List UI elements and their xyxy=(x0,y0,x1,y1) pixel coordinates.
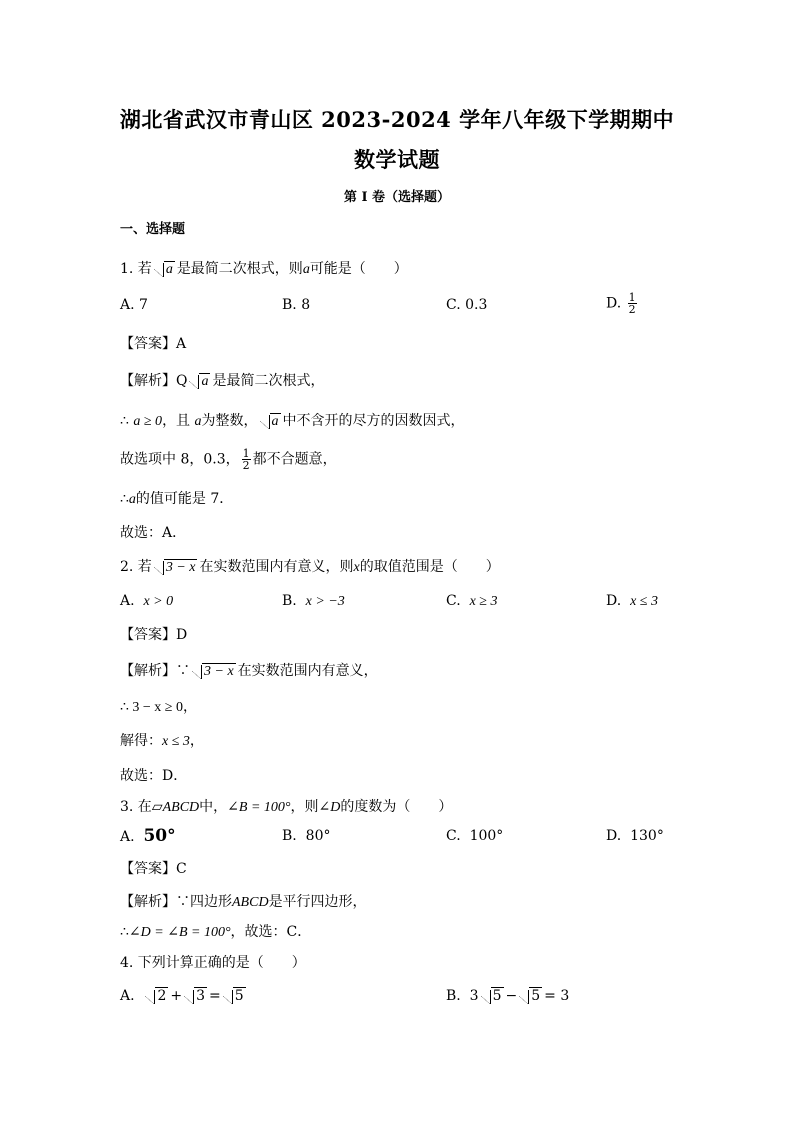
q1-option-a: A. 7 xyxy=(120,297,148,313)
q3-mid: 中， xyxy=(199,799,228,815)
exam-title-line1: 湖北省武汉市青山区 2023-2024 学年八年级下学期期中 xyxy=(119,107,675,132)
q1-an-l3-post: 都不合题意， xyxy=(252,451,337,468)
fraction xyxy=(628,292,637,315)
q3-opt-c-label: C. xyxy=(446,828,461,844)
q4-a-r2: 3 xyxy=(196,988,206,1004)
q1-option-d xyxy=(606,292,639,315)
question-3-stem xyxy=(120,796,452,816)
q1-var: a xyxy=(302,262,310,277)
q3-name: ABCD xyxy=(162,800,200,815)
q3-an-l2-expr: ∠D = ∠B = 100° xyxy=(128,925,231,940)
q2-an-l3-expr: x ≤ 3 xyxy=(162,734,190,749)
q2-analysis-line1 xyxy=(120,660,378,680)
q1-an-l2-d: a xyxy=(194,414,202,429)
q3-opt-b-expr: 80° xyxy=(305,828,331,844)
therefore-symbol: ∴ xyxy=(120,413,129,429)
q1-an-l4-var: a xyxy=(128,492,136,507)
q1-radicand: a xyxy=(165,262,173,277)
q4-opt-a-label: A. xyxy=(120,988,135,1004)
q2-option-a xyxy=(120,593,173,610)
sqrt-symbol xyxy=(189,373,210,390)
fraction-numerator: 1 xyxy=(628,291,636,304)
q2-analysis-line3 xyxy=(120,730,204,750)
q3-opt-c-expr: 100° xyxy=(469,828,504,844)
sqrt-symbol xyxy=(481,988,504,1004)
therefore-symbol: ∴ xyxy=(120,491,129,507)
q4-opt-b-label: B. xyxy=(446,988,461,1004)
q2-option-c xyxy=(446,593,497,610)
therefore-symbol: ∴ xyxy=(120,924,129,940)
q3-analysis-line2 xyxy=(120,921,311,941)
q4-option-b xyxy=(446,988,569,1004)
q3-opt-a-expr: 50° xyxy=(143,826,176,846)
q3-option-a xyxy=(120,826,176,846)
q3-pre: 3. 在 xyxy=(120,799,152,815)
q3-post: 的度数为（ ） xyxy=(340,799,453,815)
q2-an-l3-pre: 解得： xyxy=(120,733,162,749)
q1-an-l3-pre: 故选项中 8，0.3， xyxy=(120,451,240,468)
q1-analysis-line3 xyxy=(120,448,337,471)
fraction-denominator: 2 xyxy=(628,303,636,316)
fraction-numerator: 1 xyxy=(242,447,250,460)
q1-an-l2-e: 为整数， xyxy=(201,413,258,429)
q4-option-a xyxy=(120,988,248,1004)
q4-b-coef: 3 xyxy=(469,988,479,1004)
q4-a-r3: 5 xyxy=(234,988,244,1004)
exam-title-line2: 数学试题 xyxy=(354,147,440,172)
q2-an-l3-post: ， xyxy=(189,733,204,749)
q2-mid: 在实数范围内有意义，则 xyxy=(199,559,354,575)
q3-an-l2-post: ，故选：C． xyxy=(230,924,312,940)
q2-option-d xyxy=(606,593,658,610)
q3-answer: 【答案】C xyxy=(120,861,187,877)
fraction-denominator: 2 xyxy=(242,459,250,472)
q4-a-r1: 2 xyxy=(157,988,167,1004)
q1-option-c: C. 0.3 xyxy=(446,297,488,313)
q1-analysis-line1 xyxy=(120,370,324,390)
q1-mid: 是最简二次根式，则 xyxy=(176,261,303,277)
q3-mid2: ，则 xyxy=(290,799,319,815)
q1-analysis-line4 xyxy=(120,488,233,508)
q2-option-b xyxy=(282,593,345,610)
q2-post: 的取值范围是（ ） xyxy=(359,559,500,575)
q1-an-l2-c: ，且 xyxy=(162,413,191,429)
q2-opt-a-label: A. xyxy=(120,593,135,609)
parallelogram-icon: ▱ xyxy=(151,799,163,815)
q2-an-l1-pre: 【解析】∵ xyxy=(120,663,190,679)
q4-b-r2: 5 xyxy=(531,988,541,1004)
q1-an-l1-pre: 【解析】Q xyxy=(120,373,188,389)
q3-option-c xyxy=(446,828,503,844)
q2-an-l1-post: 在实数范围内有意义， xyxy=(237,663,378,679)
q3-opt-d-expr: 130° xyxy=(630,828,664,844)
q1-an-l1-post: 是最简二次根式， xyxy=(212,373,325,389)
q1-an-l1-rad: a xyxy=(201,374,209,389)
q4-b-minus: − xyxy=(505,988,518,1004)
sqrt-symbol xyxy=(154,559,198,576)
q2-an-l1-rad: 3 − x xyxy=(204,664,234,679)
q4-a-eq: = xyxy=(209,988,221,1004)
q3-opt-a-label: A. xyxy=(120,829,135,845)
q3-option-b xyxy=(282,828,330,844)
q3-target: ∠D xyxy=(318,800,341,815)
q1-post: 可能是（ ） xyxy=(309,261,408,277)
sqrt-symbol xyxy=(184,988,207,1004)
sqrt-symbol xyxy=(260,413,281,430)
q2-answer: 【答案】D xyxy=(120,627,188,643)
q3-an-l1-pre: 【解析】∵四边形 xyxy=(120,894,232,910)
q1-analysis-line5: 故选：A． xyxy=(120,525,187,541)
q2-opt-b-expr: x > −3 xyxy=(305,594,345,609)
q2-var: x xyxy=(353,560,360,575)
sqrt-symbol xyxy=(145,988,168,1004)
q4-b-r1: 5 xyxy=(492,988,502,1004)
q2-analysis-line2: ∴ 3 − x ≥ 0， xyxy=(120,700,197,715)
volume-heading: 第 I 卷（选择题） xyxy=(343,190,451,205)
sqrt-symbol xyxy=(192,663,236,680)
q3-option-d xyxy=(606,828,664,844)
q1-an-l4-post: 的值可能是 7． xyxy=(135,491,234,507)
q2-radicand: 3 − x xyxy=(165,560,196,575)
section-heading: 一、选择题 xyxy=(120,222,186,237)
sqrt-symbol xyxy=(223,988,246,1004)
q3-an-l1-post: 是平行四边形， xyxy=(268,894,367,910)
question-2-stem xyxy=(120,556,500,576)
q3-analysis-line1 xyxy=(120,891,367,911)
q2-opt-d-expr: x ≤ 3 xyxy=(630,594,658,609)
fraction xyxy=(242,448,251,471)
q1-an-l2-rad: a xyxy=(271,414,279,429)
q2-opt-b-label: B. xyxy=(282,593,297,609)
q2-opt-c-expr: x ≥ 3 xyxy=(469,594,498,609)
sqrt-symbol xyxy=(154,261,175,278)
q1-an-l2-b: a ≥ 0 xyxy=(133,414,163,429)
q3-opt-b-label: B. xyxy=(282,828,297,844)
q2-opt-d-label: D. xyxy=(606,593,622,609)
q3-cond: ∠B = 100° xyxy=(227,800,291,815)
q1-answer: 【答案】A xyxy=(120,336,187,352)
sqrt-symbol xyxy=(519,988,542,1004)
q3-an-l1-name: ABCD xyxy=(232,895,269,910)
q4-b-eq: = 3 xyxy=(544,988,570,1004)
q1-analysis-line2 xyxy=(120,410,465,430)
q2-opt-c-label: C. xyxy=(446,593,461,609)
q2-analysis-line4: 故选：D． xyxy=(120,768,188,784)
q4-a-plus: + xyxy=(170,988,183,1004)
q3-opt-d-label: D. xyxy=(606,828,622,844)
q2-opt-a-expr: x > 0 xyxy=(143,594,174,609)
question-1-stem xyxy=(120,258,408,278)
q1-an-l2-f: 中不含开的尽方的因数因式， xyxy=(282,413,465,429)
q1-option-b: B. 8 xyxy=(282,297,311,313)
q1-pre: 1. 若 xyxy=(120,261,152,277)
question-4-stem: 4. 下列计算正确的是（ ） xyxy=(120,955,306,971)
q2-pre: 2. 若 xyxy=(120,559,152,575)
q1-option-d-label: D. xyxy=(606,295,622,312)
